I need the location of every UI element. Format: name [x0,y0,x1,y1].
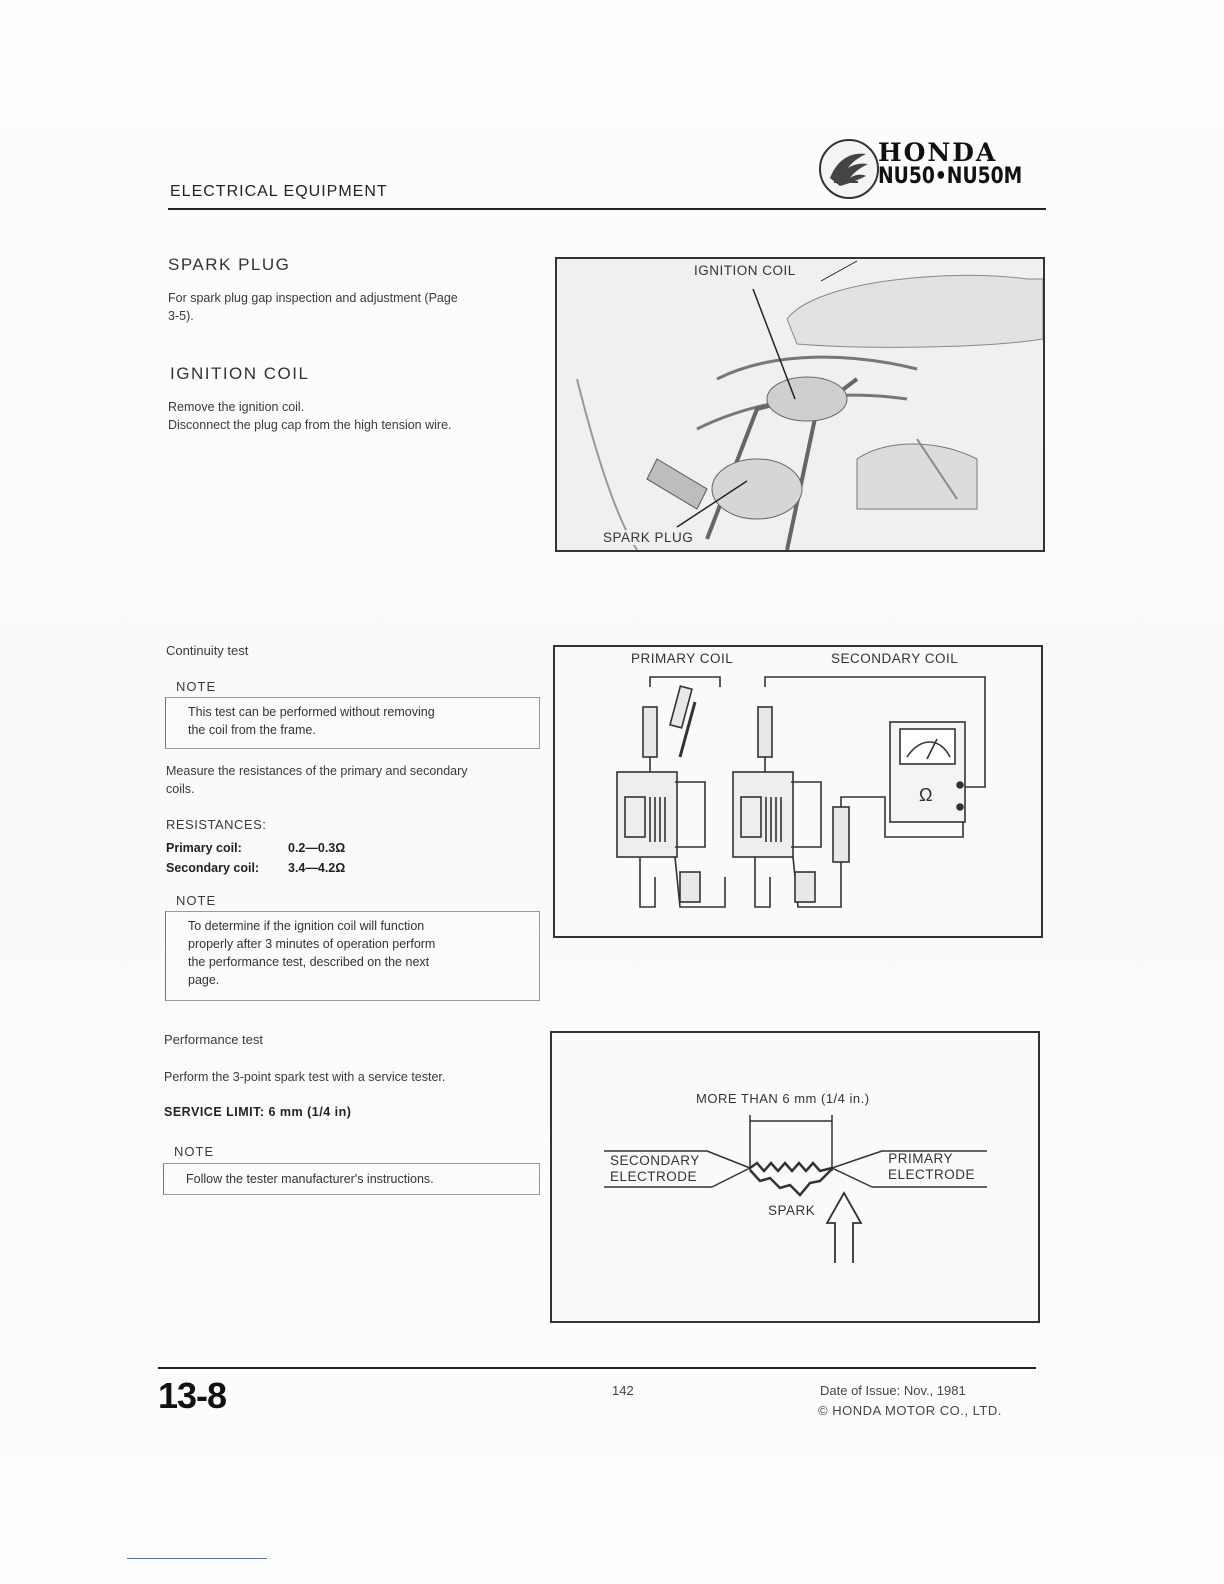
spark-plug-text-line2: 3-5). [168,309,194,323]
resistances-label: RESISTANCES: [166,817,267,832]
honda-logo [818,138,1048,200]
measure-text-line1: Measure the resistances of the primary and secondary [166,764,468,778]
service-limit: SERVICE LIMIT: 6 mm (1/4 in) [164,1105,352,1119]
figure-ignition-coil-photo [555,257,1045,552]
secondary-coil-label: Secondary coil: [166,861,260,875]
label-primary-coil: PRIMARY COIL [631,651,734,666]
continuity-note2-line3: the performance test, described on the next [188,955,430,969]
label-secondary-electrode-line2: ELECTRODE [610,1169,698,1184]
spark-plug-text-line1: For spark plug gap inspection and adjustment (Page [168,291,458,305]
spark-plug-text [168,289,548,325]
primary-coil-label: Primary coil: [166,841,242,855]
label-spark: SPARK [768,1203,816,1218]
ignition-coil-text [168,398,548,434]
resistance-row-primary [166,841,466,861]
label-spark-plug: SPARK PLUG [603,530,694,545]
continuity-note2-label: NOTE [176,893,217,908]
label-primary-electrode [888,1151,975,1183]
label-secondary-electrode [610,1153,700,1185]
footer-rule [158,1367,1036,1369]
ignition-coil-text-line1: Remove the ignition coil. [168,400,305,414]
performance-note-box [163,1163,540,1195]
measure-text [166,762,546,798]
ignition-coil-title: IGNITION COIL [170,364,310,383]
label-secondary-electrode-line1: SECONDARY [610,1153,700,1168]
brand-name: HONDA [878,138,998,167]
performance-test-text: Perform the 3-point spark test with a service tester. [164,1070,446,1084]
header-rule [168,208,1046,210]
continuity-note2-line4: page. [188,973,220,987]
performance-note-text: Follow the tester manufacturer's instructions. [186,1172,434,1186]
meter-ohm-symbol: Ω [919,785,933,805]
continuity-note2-line2: properly after 3 minutes of operation perform [188,937,436,951]
label-primary-electrode-line1: PRIMARY [888,1151,954,1166]
ignition-coil-text-line2: Disconnect the plug cap from the high tension wire. [168,418,452,432]
motorcycle-frame-illustration [557,259,1043,550]
continuity-test-heading: Continuity test [166,643,249,658]
performance-note-label: NOTE [174,1144,215,1159]
continuity-note-line1: This test can be performed without removing [188,705,435,719]
label-secondary-coil: SECONDARY COIL [831,651,959,666]
continuity-note2-box [165,911,540,1001]
section-header: ELECTRICAL EQUIPMENT [170,183,388,200]
model-name: NU50•NU50M [878,164,1023,189]
page-code: 13-8 [158,1375,227,1416]
resistance-table [166,841,466,881]
resistance-row-secondary [166,861,466,881]
measure-text-line2: coils. [166,782,195,796]
page-number: 142 [612,1383,634,1398]
label-ignition-coil: IGNITION COIL [694,263,796,278]
issue-date: Date of Issue: Nov., 1981 [820,1383,966,1398]
performance-test-heading: Performance test [164,1032,263,1047]
label-primary-electrode-line2: ELECTRODE [888,1167,976,1182]
label-gap-distance: MORE THAN 6 mm (1/4 in.) [696,1091,870,1106]
primary-coil-value: 0.2—0.3Ω [288,841,346,855]
continuity-note-box [165,697,540,749]
copyright: © HONDA MOTOR CO., LTD. [818,1403,1002,1418]
wing-logo-icon [818,138,880,200]
continuity-note-line2: the coil from the frame. [188,723,316,737]
figure-spark-test [550,1031,1040,1323]
coil-tester-diagram [555,647,1041,936]
bottom-divider [127,1558,267,1559]
figure-continuity-test [553,645,1043,938]
spark-plug-title: SPARK PLUG [168,255,291,274]
continuity-note-label: NOTE [176,679,217,694]
continuity-note2-line1: To determine if the ignition coil will function [188,919,425,933]
secondary-coil-value: 3.4—4.2Ω [288,861,346,875]
